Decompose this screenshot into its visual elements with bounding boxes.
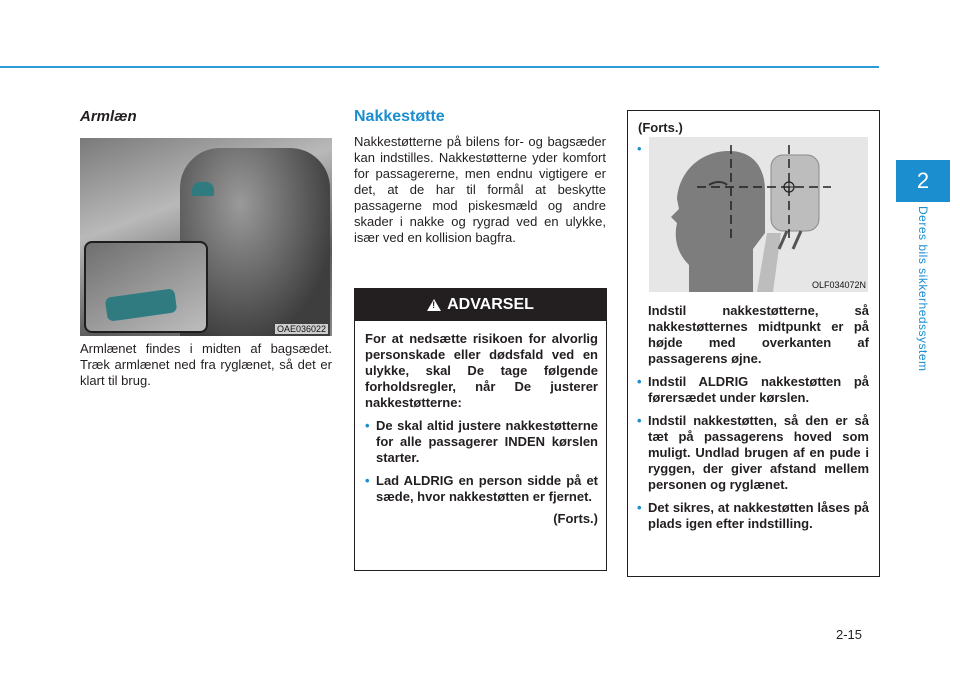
headrest-section — [354, 108, 606, 246]
armrest-arrow-icon — [192, 182, 214, 196]
warning-body — [355, 321, 606, 527]
warning-intro: For at nedsætte risikoen for alvorlig personskade eller dødsfald ved en ulykke, skal De tage følgende forholdsregler, når De justerer nakkestøtterne: — [365, 331, 598, 410]
chapter-tab — [896, 160, 950, 202]
bullet-icon: • — [637, 141, 642, 156]
armrest-heading: Armlæn — [80, 108, 137, 125]
bullet-icon: • — [637, 500, 642, 515]
bullet-icon: • — [637, 413, 642, 428]
warning-box — [354, 288, 607, 571]
continued-item: • Indstil nakkestøtten, så den er så tæt på passagerens hoved som muligt. Undlad brugen af en pude i ryggen, der giver afstand mellem personen og ryglænet. — [637, 413, 869, 492]
continued-list — [637, 303, 869, 532]
page-number: 2-15 — [836, 627, 863, 642]
warning-item: • De skal altid justere nakkestøtterne for alle passagerer INDEN kørslen starter. — [365, 418, 598, 465]
chapter-number: 2 — [916, 168, 930, 193]
continued-item: • Det sikres, at nakkestøtten låses på plads igen efter indstilling. — [637, 500, 869, 531]
head-silhouette-illustration — [649, 137, 868, 292]
warning-continued: (Forts.) — [553, 511, 598, 526]
armrest-photo — [80, 138, 332, 336]
headrest-text: Nakkestøtterne på bilens for- og bagsæder kan indstilles. Nakkestøtterne yder komfort for passagererne, men endnu vigtigere er det, at de har til formål at beskytte passagerne mod piskesmæld og andre skader i nakke og rygrad ved en ulykke, især ved en kollision bagfra. — [354, 134, 606, 245]
warning-item: • Lad ALDRIG en person sidde på et sæde, hvor nakkestøtten er fjernet. — [365, 473, 598, 504]
warning-header — [355, 289, 606, 321]
bullet-icon: • — [365, 418, 370, 433]
continued-item: • Indstil ALDRIG nakkestøtten på førersædet under kørslen. — [637, 374, 869, 405]
photo-code: OAE036022 — [276, 324, 326, 334]
bullet-icon: • — [365, 473, 370, 488]
continued-heading: (Forts.) — [638, 120, 683, 135]
armrest-shape — [105, 288, 178, 322]
warning-icon — [427, 299, 441, 311]
figure-code: OLF034072N — [811, 280, 866, 290]
warning-label: ADVARSEL — [447, 296, 534, 313]
headrest-figure — [649, 137, 868, 292]
header-rule — [0, 66, 879, 68]
armrest-text: Armlænet findes i midten af bagsædet. Træk armlænet ned fra ryglænet, så det er klart til brug. — [80, 341, 332, 388]
continued-item: Indstil nakkestøtterne, så nakkestøtternes midtpunkt er på højde med overkanten af passagerens øjne. — [648, 303, 869, 366]
bullet-icon: • — [637, 374, 642, 389]
armrest-inset — [84, 241, 208, 333]
headrest-heading: Nakkestøtte — [354, 108, 445, 125]
chapter-title: Deres bils sikkerhedssystem — [916, 206, 930, 372]
